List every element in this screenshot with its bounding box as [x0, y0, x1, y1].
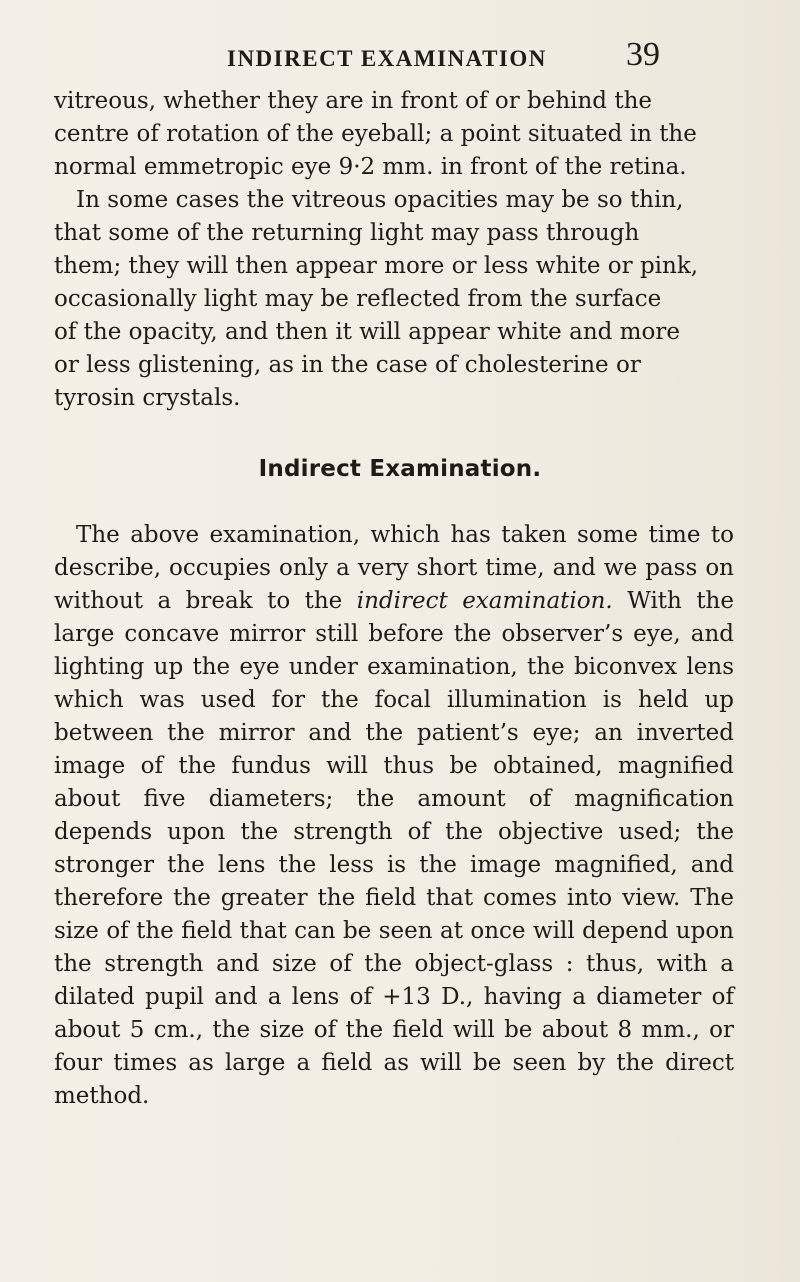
section-heading: Indirect Examination. — [258, 456, 542, 482]
text-line: or less glistening, as in the case of cholesterine or — [54, 352, 641, 378]
running-header — [0, 38, 800, 78]
page-number: 39 — [626, 36, 660, 73]
text-line: In some cases the vitreous opacities may be so thin, — [76, 187, 684, 213]
text-line: normal emmetropic eye 9·2 mm. in front of the retina. — [54, 154, 687, 180]
text-line: vitreous, whether they are in front of or behind the — [54, 88, 653, 114]
paragraph-continued — [54, 85, 734, 415]
paragraph-indirect-examination — [54, 519, 734, 1113]
text-line: centre of rotation of the eyeball; a point situated in the — [54, 121, 697, 147]
running-title: INDIRECT EXAMINATION — [227, 46, 547, 71]
italic-term: indirect examination. — [356, 588, 613, 614]
text-line: tyrosin crystals. — [54, 385, 241, 411]
text-line: of the opacity, and then it will appear white and more — [54, 319, 680, 345]
text-line: occasionally light may be reflected from the surface — [54, 286, 662, 312]
text-line: them; they will then appear more or less white or pink, — [54, 253, 699, 279]
text-line: that some of the returning light may pass through — [54, 220, 640, 246]
paragraph-text-start: The above examination, which has taken some time to describe, occupies only a very short time, and we pass on without a break to the — [54, 522, 734, 614]
paragraph-text-rest: With the large concave mirror still before the observer’s eye, and lighting up the eye under examination, the biconvex lens which was used for the focal illumination is held up between the mirror and the patient’s eye; an inverted image of the fundus will thus be obtained, magnified about five diameters; the amount of magnification depends upon the strength of the objective used; the stronger the lens the less is the image magnified, and therefore the greater the field that comes into view. The size of the field that can be seen at once will depend upon the strength and size of the object-glass : thus, with a dilated pupil and a lens of +13 D., having a diameter of about 5 cm., the size of the field will be about 8 mm., or four times as large a field as will be seen by the direct method. — [54, 588, 734, 1109]
